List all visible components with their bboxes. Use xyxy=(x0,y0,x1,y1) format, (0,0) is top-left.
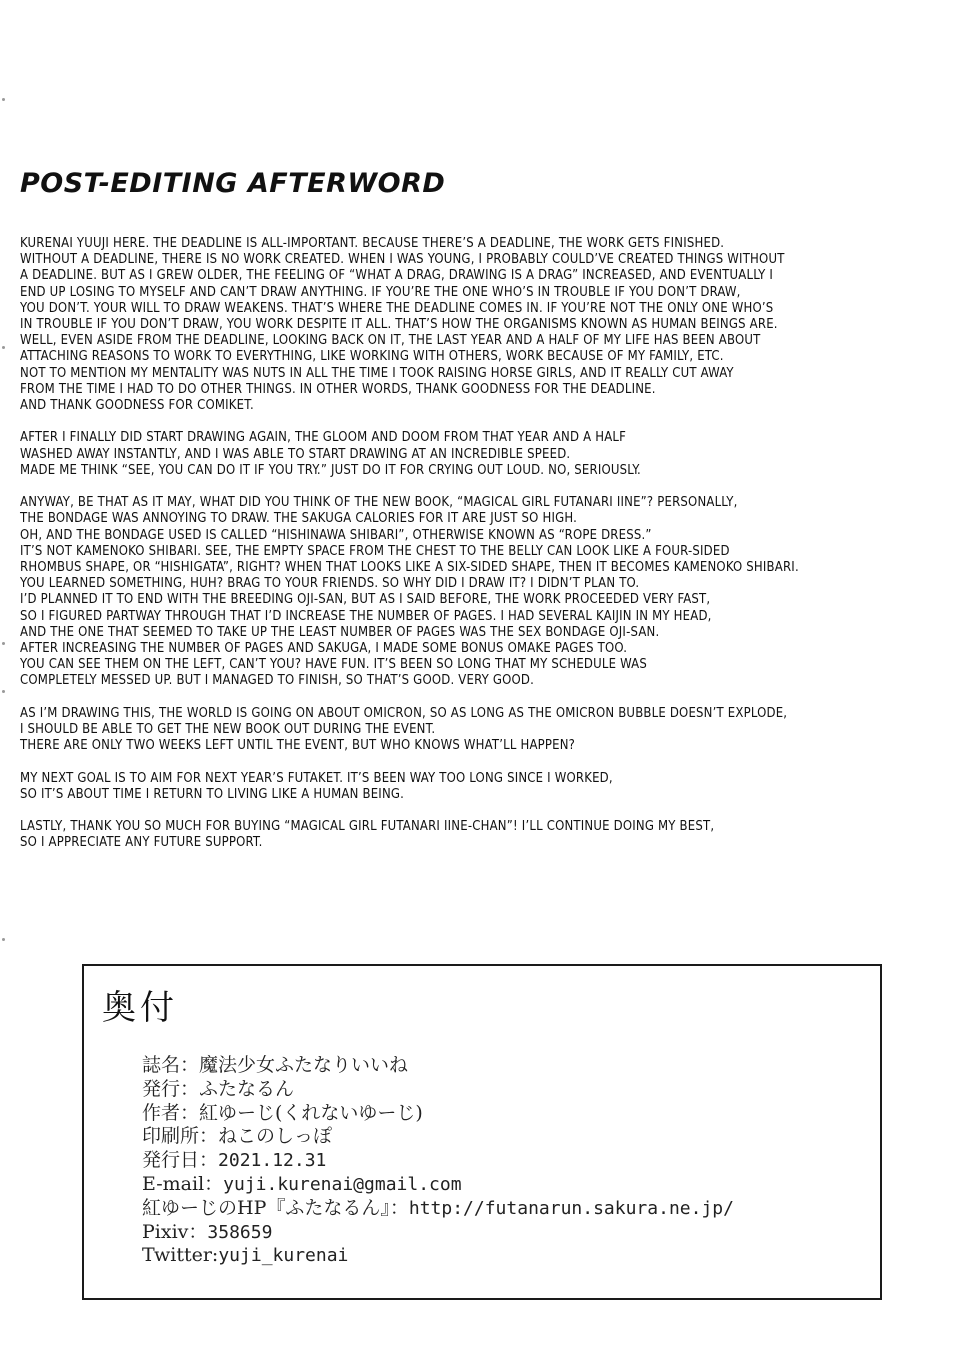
text-line: THE BONDAGE WAS ANNOYING TO DRAW. THE SAKUGA CALORIES FOR IT ARE JUST SO HIGH. xyxy=(20,511,578,527)
text-line: NOT TO MENTION MY MENTALITY WAS NUTS IN ALL THE TIME I TOOK RAISING HORSE GIRLS, AND IT REALLY CUT AWAY xyxy=(20,365,734,381)
colophon-value: http://futanarun.sakura.ne.jp/ xyxy=(408,1197,734,1219)
text-line: A DEADLINE. BUT AS I GREW OLDER, THE FEELING OF “WHAT A DRAG, DRAWING IS A DRAG” INCREASED, AND EVENTUALLY I xyxy=(20,268,774,284)
text-line: WITHOUT A DEADLINE, THERE IS NO WORK CREATED. WHEN I WAS YOUNG, I PROBABLY COULD’VE CREATED THINGS WITHOUT xyxy=(20,252,785,268)
colophon-box xyxy=(82,964,882,1300)
colophon-row-homepage xyxy=(142,1197,734,1221)
afterword-paragraph xyxy=(20,819,945,851)
colophon-row-date xyxy=(142,1149,734,1173)
afterword-body xyxy=(20,236,945,868)
text-line: AFTER INCREASING THE NUMBER OF PAGES AND SAKUGA, I MADE SOME BONUS OMAKE PAGES TOO. xyxy=(20,641,628,657)
colophon-row-email xyxy=(142,1173,734,1197)
text-line: MADE ME THINK “SEE, YOU CAN DO IT IF YOU TRY.” JUST DO IT FOR CRYING OUT LOUD. NO, SERIOUSLY. xyxy=(20,462,641,478)
afterword-paragraph xyxy=(20,706,945,755)
text-line: WELL, EVEN ASIDE FROM THE DEADLINE, LOOKING BACK ON IT, THE LAST YEAR AND A HALF OF MY LIFE HAS BEEN ABOUT xyxy=(20,333,761,349)
text-line: RHOMBUS SHAPE, OR “HISHIGATA”, RIGHT? WHEN THAT LOOKS LIKE A SIX-SIDED SHAPE, THEN IT BECOMES KAMENOKO SHIBARI. xyxy=(20,560,799,576)
text-line: OH, AND THE BONDAGE USED IS CALLED “HISHINAWA SHIBARI”, OTHERWISE KNOWN AS “ROPE DRESS.” xyxy=(20,527,652,543)
colophon-row-pixiv xyxy=(142,1221,734,1245)
scan-mark xyxy=(2,98,5,101)
colophon-row-author xyxy=(142,1102,734,1126)
afterword-paragraph xyxy=(20,430,945,479)
colophon-label: 発行： xyxy=(142,1077,200,1100)
colophon-label: E-mail： xyxy=(142,1172,224,1195)
colophon-value: 魔法少女ふたなりいいね xyxy=(199,1054,409,1076)
text-line: I’D PLANNED IT TO END WITH THE BREEDING OJI-SAN, BUT AS I SAID BEFORE, THE WORK PROCEEDED VERY FAST, xyxy=(20,592,711,608)
colophon-label: Twitter: xyxy=(142,1244,219,1267)
text-line: YOU DON’T. YOUR WILL TO DRAW WEAKENS. THAT’S WHERE THE DEADLINE COMES IN. IF YOU’RE NOT THE ONLY ONE WHO’S xyxy=(20,300,774,316)
scan-mark xyxy=(2,642,5,645)
text-line: ANYWAY, BE THAT AS IT MAY, WHAT DID YOU THINK OF THE NEW BOOK, “MAGICAL GIRL FUTANARI IINE”? PERSONALLY, xyxy=(20,495,738,511)
colophon-label: 誌名： xyxy=(142,1054,200,1076)
text-line: END UP LOSING TO MYSELF AND CAN’T DRAW ANYTHING. IF YOU’RE THE ONE WHO’S IN TROUBLE IF YOU DON’T DRAW, xyxy=(20,284,741,300)
afterword-paragraph xyxy=(20,495,945,689)
scan-mark xyxy=(2,346,5,349)
text-line: THERE ARE ONLY TWO WEEKS LEFT UNTIL THE EVENT, BUT WHO KNOWS WHAT’LL HAPPEN? xyxy=(20,738,576,754)
text-line: AFTER I FINALLY DID START DRAWING AGAIN, THE GLOOM AND DOOM FROM THAT YEAR AND A HALF xyxy=(20,430,627,446)
text-line: YOU LEARNED SOMETHING, HUH? BRAG TO YOUR FRIENDS. SO WHY DID I DRAW IT? I DIDN’T PLAN TO. xyxy=(20,576,640,592)
colophon-row-title xyxy=(142,1054,734,1078)
colophon-value: ふたなるん xyxy=(199,1077,295,1100)
text-line: IN TROUBLE IF YOU DON’T DRAW, YOU WORK DESPITE IT ALL. THAT’S HOW THE ORGANISMS KNOWN AS HUMAN BEINGS ARE. xyxy=(20,317,778,333)
colophon-list xyxy=(142,1054,734,1268)
text-line: SO I FIGURED PARTWAY THROUGH THAT I’D INCREASE THE NUMBER OF PAGES. I HAD SEVERAL KAIJIN IN MY HEAD, xyxy=(20,608,712,624)
afterword-paragraph xyxy=(20,236,945,414)
colophon-value: ねこのしっぽ xyxy=(218,1125,333,1148)
text-line: AND THANK GOODNESS FOR COMIKET. xyxy=(20,398,254,414)
afterword-paragraph xyxy=(20,771,945,803)
text-line: SO IT’S ABOUT TIME I RETURN TO LIVING LIKE A HUMAN BEING. xyxy=(20,786,405,802)
text-line: AND THE ONE THAT SEEMED TO TAKE UP THE LEAST NUMBER OF PAGES WAS THE SEX BONDAGE OJI-SAN. xyxy=(20,624,660,640)
text-line: SO I APPRECIATE ANY FUTURE SUPPORT. xyxy=(20,835,263,851)
text-line: FROM THE TIME I HAD TO DO OTHER THINGS. IN OTHER WORDS, THANK GOODNESS FOR THE DEADLINE. xyxy=(20,381,656,397)
text-line: IT’S NOT KAMENOKO SHIBARI. SEE, THE EMPTY SPACE FROM THE CHEST TO THE BELLY CAN LOOK LIKE A FOUR-SIDED xyxy=(20,543,730,559)
colophon-label: 紅ゆーじのHP『ふたなるん』： xyxy=(142,1196,409,1219)
colophon-value: 358659 xyxy=(207,1221,273,1243)
text-line: COMPLETELY MESSED UP. BUT I MANAGED TO FINISH, SO THAT’S GOOD. VERY GOOD. xyxy=(20,673,535,689)
text-line: MY NEXT GOAL IS TO AIM FOR NEXT YEAR’S FUTAKET. IT’S BEEN WAY TOO LONG SINCE I WORKED, xyxy=(20,770,613,786)
text-line: WASHED AWAY INSTANTLY, AND I WAS ABLE TO START DRAWING AT AN INCREDIBLE SPEED. xyxy=(20,446,571,462)
text-line: ATTACHING REASONS TO WORK TO EVERYTHING, LIKE WORKING WITH OTHERS, WORK BECAUSE OF MY FAMILY, ETC. xyxy=(20,349,724,365)
text-line: YOU CAN SEE THEM ON THE LEFT, CAN’T YOU? HAVE FUN. IT’S BEEN SO LONG THAT MY SCHEDULE WAS xyxy=(20,657,647,673)
colophon-value: yuji.kurenai@gmail.com xyxy=(223,1173,462,1195)
text-line: I SHOULD BE ABLE TO GET THE NEW BOOK OUT DURING THE EVENT. xyxy=(20,722,436,738)
colophon-label: 作者： xyxy=(142,1101,200,1124)
colophon-title: 奥付 xyxy=(102,988,178,1028)
colophon-row-twitter xyxy=(142,1244,734,1268)
colophon-row-publisher xyxy=(142,1078,734,1102)
colophon-label: 印刷所： xyxy=(142,1125,219,1148)
afterword-title: POST-EDITING AFTERWORD xyxy=(20,168,446,199)
colophon-value: yuji_kurenai xyxy=(218,1245,349,1267)
text-line: AS I’M DRAWING THIS, THE WORLD IS GOING ON ABOUT OMICRON, SO AS LONG AS THE OMICRON BUBBLE DOESN’T EXPLODE, xyxy=(20,705,788,721)
scan-mark xyxy=(2,690,5,693)
colophon-label: Pixiv： xyxy=(142,1220,208,1243)
colophon-value: 2021.12.31 xyxy=(218,1150,327,1172)
text-line: KURENAI YUUJI HERE. THE DEADLINE IS ALL-IMPORTANT. BECAUSE THERE’S A DEADLINE, THE WORK GETS FINISHED. xyxy=(20,236,725,251)
colophon-label: 発行日： xyxy=(142,1149,219,1172)
colophon-value: 紅ゆーじ(くれないゆーじ) xyxy=(199,1101,423,1124)
scan-mark xyxy=(2,938,5,941)
colophon-row-printer xyxy=(142,1125,734,1149)
text-line: LASTLY, THANK YOU SO MUCH FOR BUYING “MAGICAL GIRL FUTANARI IINE-CHAN”! I’LL CONTINUE DOING MY BEST, xyxy=(20,819,715,835)
